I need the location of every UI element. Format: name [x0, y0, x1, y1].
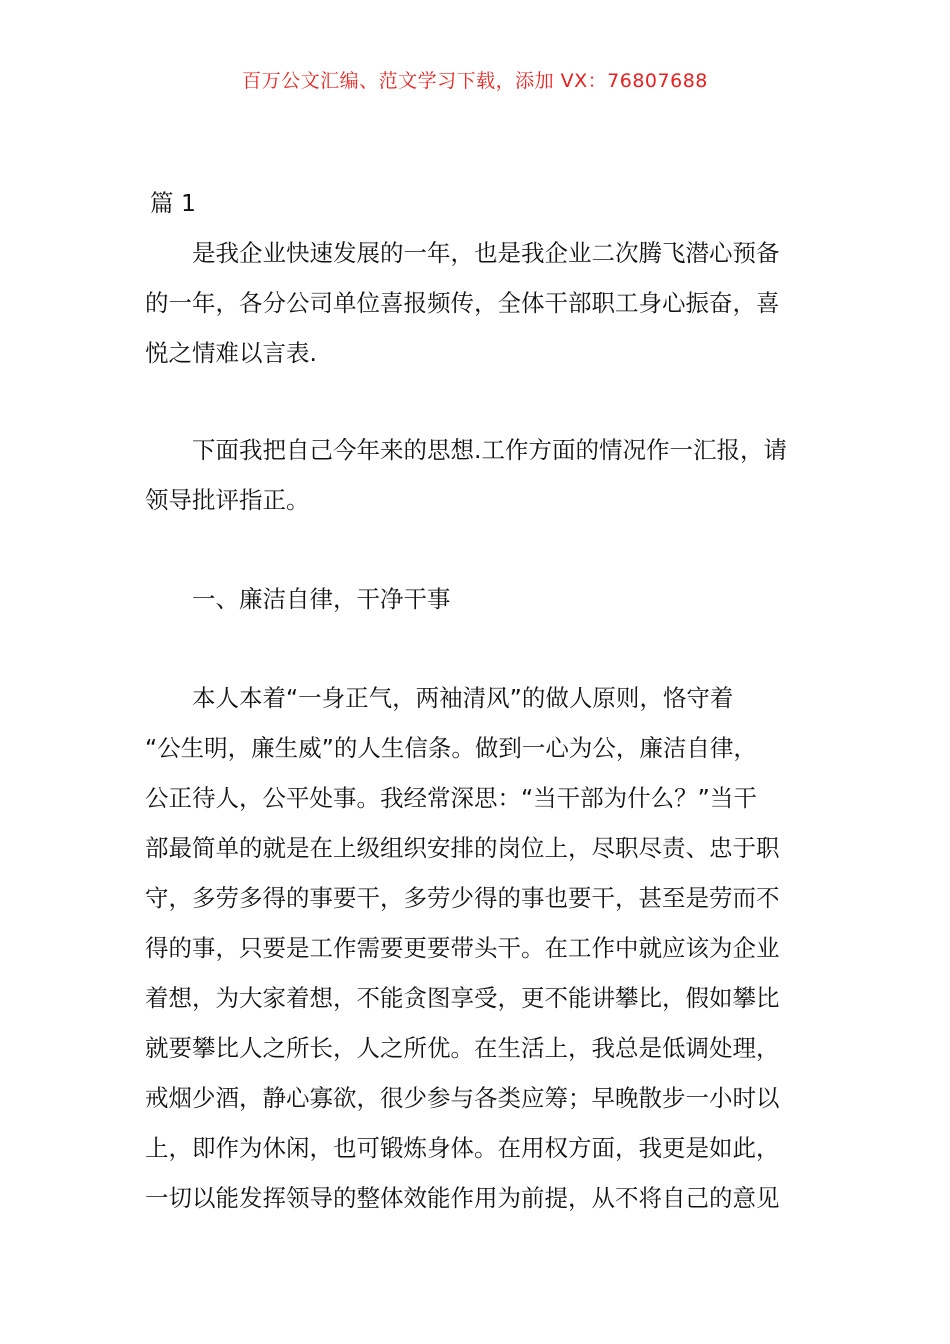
- paragraph-line: “公生明，廉生威”的人生信条。做到一心为公，廉洁自律，: [145, 734, 757, 762]
- paragraph-line: 上，即作为休闲，也可锻炼身体。在用权方面，我更是如此，: [145, 1134, 780, 1162]
- paragraph-line: 是我企业快速发展的一年，也是我企业二次腾飞潜心预备: [192, 239, 780, 267]
- paragraph-intro: [145, 228, 810, 378]
- watermark-header: 百万公文汇编、范文学习下载，添加 VX：76807688: [242, 70, 708, 92]
- paragraph-report: [145, 425, 810, 525]
- paragraph-line: 戒烟少酒，静心寡欲，很少参与各类应筹；早晚散步一小时以: [145, 1084, 780, 1112]
- paragraph-body: [145, 673, 810, 1223]
- section-heading-text: 一、廉洁自律，干净干事: [192, 585, 451, 613]
- paragraph-line: 公正待人，公平处事。我经常深思：“当干部为什么？”当干: [145, 784, 757, 812]
- paragraph-line: 本人本着“一身正气，两袖清风”的做人原则，恪守着: [192, 684, 734, 712]
- paragraph-line: 部最简单的就是在上级组织安排的岗位上，尽职尽责、忠于职: [145, 834, 780, 862]
- paragraph-line: 领导批评指正。: [145, 486, 310, 514]
- paragraph-line: 着想，为大家着想，不能贪图享受，更不能讲攀比，假如攀比: [145, 984, 780, 1012]
- paragraph-line: 的一年，各分公司单位喜报频传，全体干部职工身心振奋，喜: [145, 289, 780, 317]
- paragraph-line: 悦之情难以言表.: [145, 339, 317, 367]
- section-label: 篇 1: [150, 189, 196, 217]
- paragraph-line: 得的事，只要是工作需要更要带头干。在工作中就应该为企业: [145, 934, 780, 962]
- section-heading: [145, 574, 810, 624]
- paragraph-line: 守，多劳多得的事要干，多劳少得的事也要干，甚至是劳而不: [145, 884, 780, 912]
- paragraph-line: 下面我把自己今年来的思想.工作方面的情况作一汇报，请: [192, 436, 787, 464]
- paragraph-line: 就要攀比人之所长，人之所优。在生活上，我总是低调处理，: [145, 1034, 780, 1062]
- paragraph-line: 一切以能发挥领导的整体效能作用为前提，从不将自己的意见: [145, 1184, 780, 1212]
